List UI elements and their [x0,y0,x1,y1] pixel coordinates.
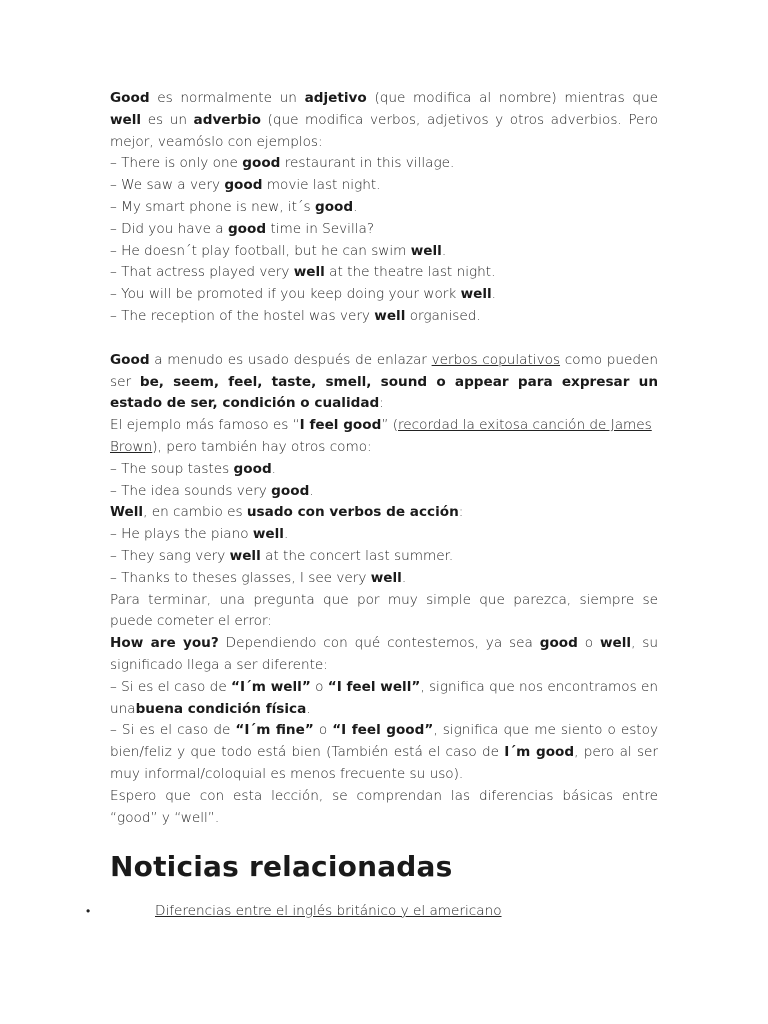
example-line: – We saw a very good movie last night. [110,177,381,194]
paragraph-gap [110,328,658,350]
example-line: – He plays the piano well. [110,526,289,543]
example-list-3 [110,524,658,589]
example-line: – Did you have a good time in Sevilla? [110,220,375,237]
well-action-paragraph: Well, en cambio es usado con verbos de acción: [110,504,464,521]
copulative-paragraph: Good a menudo es usado después de enlazar verbos copulativos como pueden ser be, seem, feel, taste, smell, sound o appear para expresar un estado de ser, condición o cualidad: [110,351,658,412]
intro-paragraph: Good es normalmente un adjetivo (que modifica al nombre) mientras que well es un adverbio (que modifica verbos, adjetivos y otros adverbios. Pero mejor, veamóslo con ejemplos: [110,90,659,150]
example-line: – My smart phone is new, it´s good. [110,198,358,215]
article-body [110,88,658,829]
bullet-icon: • [86,904,91,918]
conclusion-paragraph: Espero que con esta lección, se comprendan las diferencias básicas entre “good” y “well”. [110,787,658,826]
term-well: well [110,111,142,128]
example-line: – There is only one good restaurant in this village. [110,155,455,172]
term-good: Good [110,90,150,106]
example-line: – You will be promoted if you keep doing your work well. [110,286,496,303]
verbos-copulativos-link[interactable]: verbos copulativos [431,351,561,368]
example-line: – The reception of the hostel was very well organised. [110,307,481,324]
james-brown-song-link[interactable]: recordad la exitosa canción de James Brown [110,417,652,455]
how-are-you-paragraph: How are you? Dependiendo con qué contestemos, ya sea good o well, su significado llega a ser diferente: [110,635,658,673]
im-well-paragraph: – Si es el caso de “I´m well” o “I feel well”, significa que nos encontramos en unabuena condición física. [110,678,658,717]
example-line: – They sang very well at the concert last summer. [110,547,454,564]
closing-question-intro: Para terminar, una pregunta que por muy simple que parezca, siempre se puede cometer el error: [110,591,658,630]
im-fine-paragraph: – Si es el caso de “I´m fine” o “I feel good”, significa que me siento o estoy bien/feliz y que todo está bien (También está el caso de I´m good, pero al ser muy informal/coloquial es menos frecuente su uso). [110,722,658,782]
related-article-link[interactable]: Diferencias entre el inglés británico y el americano [155,903,502,919]
related-news-heading: Noticias relacionadas [110,850,453,883]
term-adverbio: adverbio [193,111,261,128]
example-line: – Thanks to theses glasses, I see very well. [110,569,407,586]
example-line: – That actress played very well at the theatre last night. [110,264,496,281]
term-adjetivo: adjetivo [304,90,367,106]
example-line: – The soup tastes good. [110,460,276,477]
famous-example-paragraph: El ejemplo más famoso es “I feel good” (recordad la exitosa canción de James Brown), pero también hay otros como: [110,417,652,455]
example-list-1 [110,153,658,327]
example-list-2 [110,459,658,503]
example-line: – He doesn´t play football, but he can swim well. [110,242,447,259]
example-line: – The idea sounds very good. [110,482,314,499]
